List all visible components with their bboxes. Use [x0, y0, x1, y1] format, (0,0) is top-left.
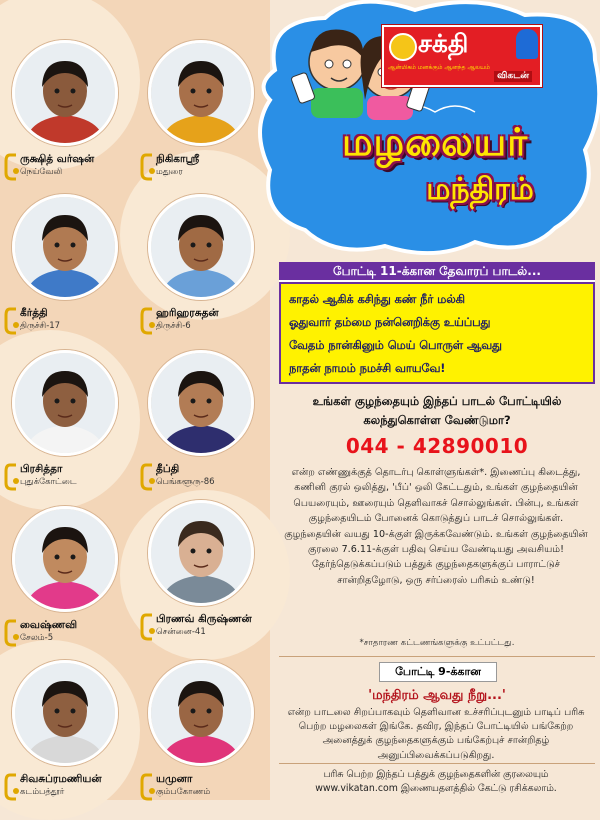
child-name: யமுனா [156, 773, 193, 785]
child-photo [12, 350, 118, 456]
child-portrait [151, 503, 251, 603]
child-name: நிகிகாஸ்ரீ [156, 153, 200, 165]
child-eye [71, 709, 76, 714]
child-photo [148, 350, 254, 456]
child-eye [207, 89, 212, 94]
child-eye [55, 709, 60, 714]
child-portrait [151, 353, 251, 453]
logo-seal [389, 33, 417, 61]
child-eye [191, 399, 196, 404]
hook-icon [4, 153, 20, 181]
child-card [140, 40, 265, 184]
child-place: திருச்சி-17 [20, 321, 61, 331]
result-heading: போட்டி 9-க்கான [379, 662, 497, 682]
hook-icon [140, 773, 156, 801]
page-title-line2: மந்திரம் [426, 172, 534, 207]
child-eye [207, 709, 212, 714]
logo-vikatan: விகடன் [494, 71, 532, 82]
child-eye [207, 549, 212, 554]
child-eye [71, 89, 76, 94]
hook-icon [4, 307, 20, 335]
child-portrait [15, 43, 115, 143]
contest-question: உங்கள் குழந்தையும் இந்தப் பாடல் போட்டியில் கலந்துகொள்ள வேண்டுமா? [312, 394, 562, 427]
child-place: பெங்களூரு-86 [156, 477, 215, 487]
child-card [4, 40, 129, 184]
child-card [4, 660, 129, 804]
child-photo [12, 660, 118, 766]
child-place: சென்னை-41 [156, 627, 206, 637]
child-eye [55, 399, 60, 404]
child-photo [12, 194, 118, 300]
child-photo [148, 194, 254, 300]
child-portrait [15, 353, 115, 453]
child-name: கீர்த்தி [20, 307, 48, 319]
child-portrait [15, 663, 115, 763]
child-name: சிவசுப்ரமணியன் [20, 773, 102, 785]
phone-number: 044 - 42890010 [345, 434, 529, 458]
hook-icon [4, 619, 20, 647]
deity-icon [516, 29, 538, 59]
hook-icon [4, 463, 20, 491]
child-card [4, 194, 129, 338]
child-portrait [151, 197, 251, 297]
child-name: பிரணவ் கிருஷ்ணன் [156, 613, 252, 625]
child-place: நெய்வேலி [20, 167, 63, 177]
child-photo [148, 40, 254, 146]
child-name: பிரசித்தா [20, 463, 63, 475]
child-portrait [151, 43, 251, 143]
child-name: ஹரிஹரசுதன் [156, 307, 219, 319]
child-eye [207, 243, 212, 248]
verse-line: காதல் ஆகிக் கசிந்து கண் நீர் மல்கி [289, 293, 465, 306]
hook-icon [140, 463, 156, 491]
child-card [140, 500, 265, 644]
verse-line: வேதம் நான்கினும் மெய் பொருள் ஆவது [289, 339, 502, 352]
child-eye [191, 243, 196, 248]
child-portrait [151, 663, 251, 763]
child-place: திருச்சி-6 [156, 321, 191, 331]
verse-box [279, 282, 595, 384]
child-card [4, 350, 129, 494]
footnote: *சாதாரண கட்டணங்களுக்கு உட்பட்டது. [359, 638, 515, 648]
child-place: சேலம்-5 [20, 633, 54, 643]
child-card [4, 506, 129, 650]
child-eye [71, 555, 76, 560]
child-place: மதுரை [156, 167, 183, 177]
child-eye [55, 89, 60, 94]
child-name: தீப்தி [156, 463, 180, 475]
child-name: வைஷ்ணவி [20, 619, 78, 631]
child-eye [207, 399, 212, 404]
divider [279, 763, 595, 764]
verse-line: நாதன் நாமம் நமச்சி வாயவே! [289, 362, 446, 375]
child-eye [191, 549, 196, 554]
child-place: கும்பகோணம் [156, 787, 211, 797]
result-description: என்ற பாடலை சிறப்பாகவும் தெளிவான உச்சரிப்புடனும் பாடிப் பரிசு பெற்ற மழலைகள் இங்கே. தவிர, இந்தப் போட்டியில் பங்கேற்ற அனைத்துக் குழந்தைகளுக்கும் பங்கேற்புச் சான்றிதழ் அனுப்பிவைக்கப்படுகிறது. [287, 707, 585, 761]
page-title-line1: மழலையர் [341, 120, 529, 164]
child-place: கடம்பத்தூர் [20, 787, 65, 797]
child-card [140, 194, 265, 338]
child-card [140, 660, 265, 804]
child-photo [12, 40, 118, 146]
logo-title: சக்தி [418, 29, 469, 58]
child-eye [191, 709, 196, 714]
child-portrait [15, 509, 115, 609]
child-photo [148, 500, 254, 606]
hook-icon [140, 613, 156, 641]
divider [279, 656, 595, 657]
child-photo [148, 660, 254, 766]
child-portrait [15, 197, 115, 297]
child-eye [191, 89, 196, 94]
contest-heading: போட்டி 11-க்கான தேவாரப் பாடல்... [279, 262, 595, 282]
hook-icon [4, 773, 20, 801]
child-photo [12, 506, 118, 612]
hook-icon [140, 153, 156, 181]
child-eye [55, 555, 60, 560]
child-eye [71, 243, 76, 248]
sakthi-vikatan-logo [382, 25, 542, 87]
result-song-title: 'மந்திரம் ஆவது நீறு...' [368, 688, 506, 703]
child-eye [71, 399, 76, 404]
child-card [140, 350, 265, 494]
result-footer: பரிசு பெற்ற இந்தப் பத்துக் குழந்தைகளின் குரலையும் www.vikatan.com இணையதளத்தில் கேட்டு ரசிக்கலாம். [315, 769, 557, 794]
child-name: ருக்ஷித் வர்ஷன் [20, 153, 95, 165]
child-eye [55, 243, 60, 248]
child-place: புதுக்கோட்டை [20, 477, 77, 487]
contest-instructions: என்ற எண்ணுக்குத் தொடர்பு கொள்ளுங்கள்*. இணைப்பு கிடைத்து, கணினி குரல் ஒலித்து, 'பீப்' ஒலி கேட்டதும், உங்கள் குழந்தையின் பெயரையும், ஊரையும் தெளிவாகச் சொல்லுங்கள். பின்பு, உங்கள் குழந்தையிடம் போனைக் கொடுத்துப் பாடச் சொல்லுங்கள். குழந்தையின் வயது 10-க்குள் இருக்கவேண்டும். உங்கள் குழந்தையின் குரலை 7.6.11-க்குள் பதிவு செய்ய வேண்டியது அவசியம்! தேர்ந்தெடுக்கப்படும் பத்துக் குழந்தைகளுக்குப் பாராட்டுச் சான்றிதழோடு, ஒரு சர்ப்ரைஸ் பரிசும் உண்டு! [284, 467, 588, 586]
verse-line: ஓதுவார் தம்மை நன்னெறிக்கு உய்ப்பது [289, 316, 491, 329]
logo-subtitle: ஆன்மிகம் மனக்கும் ஆனந்த ஆலயம் [388, 64, 491, 71]
hook-icon [140, 307, 156, 335]
